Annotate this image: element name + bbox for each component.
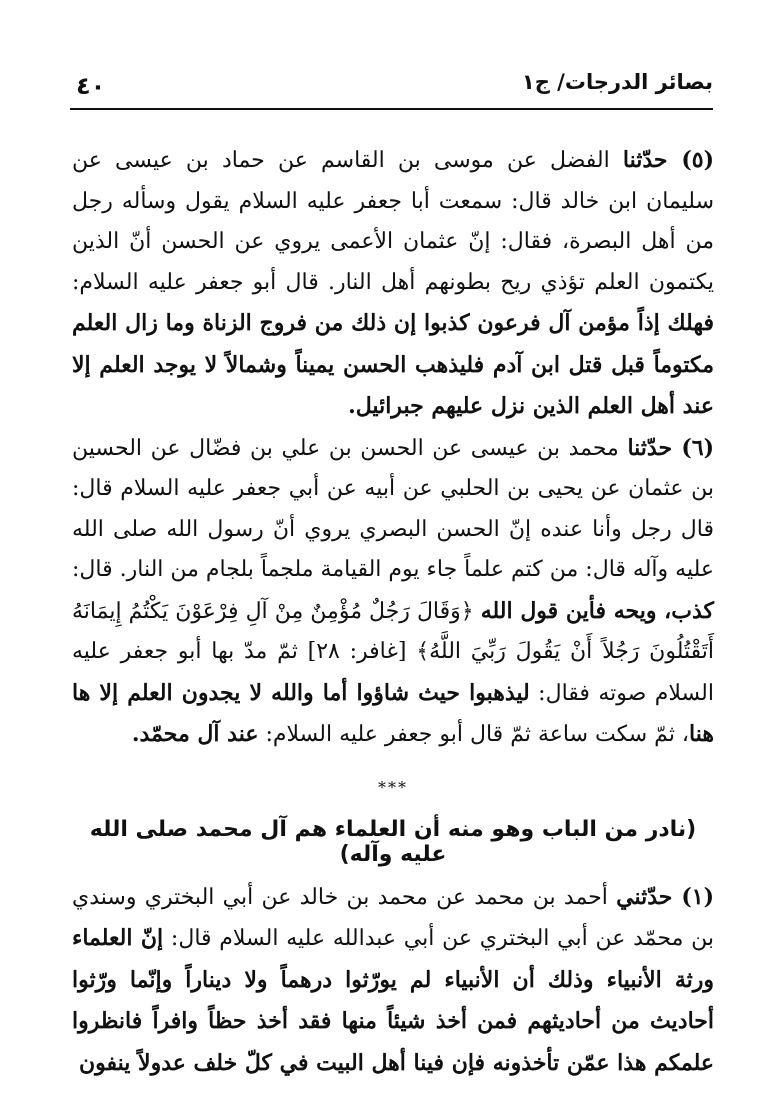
section-divider: *** xyxy=(378,777,408,797)
hadith-5 xyxy=(72,140,714,428)
hadith-5-segment: فهلك إذاً مؤمن آل فرعون كذبوا إن ذلك من فروج الزناة وما زال العلم مكتوماً قبل قتل ابن آدم فليذهب الحسن يميناً وشمالاً لا يوجد العلم إلا عند أهل العلم الذين نزل عليهم جبرائيل. xyxy=(72,310,714,419)
hadith-6-segment: ليذهبوا حيث شاؤوا أما والله لا يجدون العلم إلا ها هنا xyxy=(72,679,714,747)
section-hadith-1-segment: أحمد بن محمد عن محمد بن خالد عن أبي البختري وسندي بن محمّد عن أبي البختري عن أبي عبدالله عليه السلام قال: xyxy=(72,884,714,951)
page-body xyxy=(72,140,714,1084)
hadith-6-segment: محمد بن عيسى عن الحسن بن علي بن فضّال عن الحسين بن عثمان عن يحيى بن الحلبي عن أبيه عن أبي جعفر عليه السلام قال: قال رجل وأنا عنده إنّ الحسن البصري يروي أنّ رسول الله صلى الله عليه وآله قال: من كتم علماً جاء يوم القيامة ملجماً بلجام من النار. قال: xyxy=(72,435,714,582)
section-title: (نادر من الباب وهو منه أن العلماء هم آل محمد صلى الله عليه وآله) xyxy=(89,816,697,867)
running-title: بصائر الدرجات/ ج١ xyxy=(521,70,713,94)
hadith-6-segment: كذب، ويحه فأين قول الله xyxy=(480,597,714,624)
hadith-6-segment: (٦) حدّثنا xyxy=(627,434,714,461)
section-hadith-1-segment: إنّ العلماء ورثة الأنبياء وذلك أن الأنبياء لم يورّثوا درهماً ولا ديناراً وإنّما ورّثوا أحاديث من أحاديثهم فمن أخذ شيئاً منها فقد أخذ حظاً وافراً فانظروا علمكم هذا عمّن تأخذونه فإن فينا أهل البيت في كلّ خلف عدولاً ينفون xyxy=(72,925,714,1076)
hadith-6-segment: ﴿وَقَالَ رَجُلٌ مُؤْمِنٌ مِنْ آلِ فِرْعَوْنَ يَكْتُمُ إِيمَانَهُ أَتَقْتُلُونَ رَجُلاً أَنْ يَقُولَ رَبِّيَ اللَّهُ﴾ [غافر: ٢٨] ثمّ مدّ بها أبو جعفر عليه السلام صوته فقال: xyxy=(72,598,714,706)
header-rule xyxy=(70,108,713,110)
section-hadith-1-segment: (١) حدّثني xyxy=(616,883,714,910)
hadith-5-segment: الفضل عن موسى بن القاسم عن حماد بن عيسى عن سليمان ابن خالد قال: سمعت أبا جعفر عليه السلام يقول وسأله رجل من أهل البصرة، فقال: إنّ عثمان الأعمى يروي عن الحسن أنّ الذين يكتمون العلم تؤذي ريح بطونهم أهل النار. قال أبو جعفر عليه السلام: xyxy=(72,148,715,295)
section-hadith-1 xyxy=(72,877,714,1085)
page-header xyxy=(70,70,713,110)
hadith-6-segment: ، ثمّ سكت ساعة ثمّ قال أبو جعفر عليه السلام: xyxy=(258,722,690,747)
hadith-6-segment: عند آل محمّد. xyxy=(131,721,259,747)
page-number: ٤٠ xyxy=(76,72,106,100)
hadith-5-segment: (٥) حدّثنا xyxy=(622,147,714,173)
hadith-6 xyxy=(72,428,714,756)
